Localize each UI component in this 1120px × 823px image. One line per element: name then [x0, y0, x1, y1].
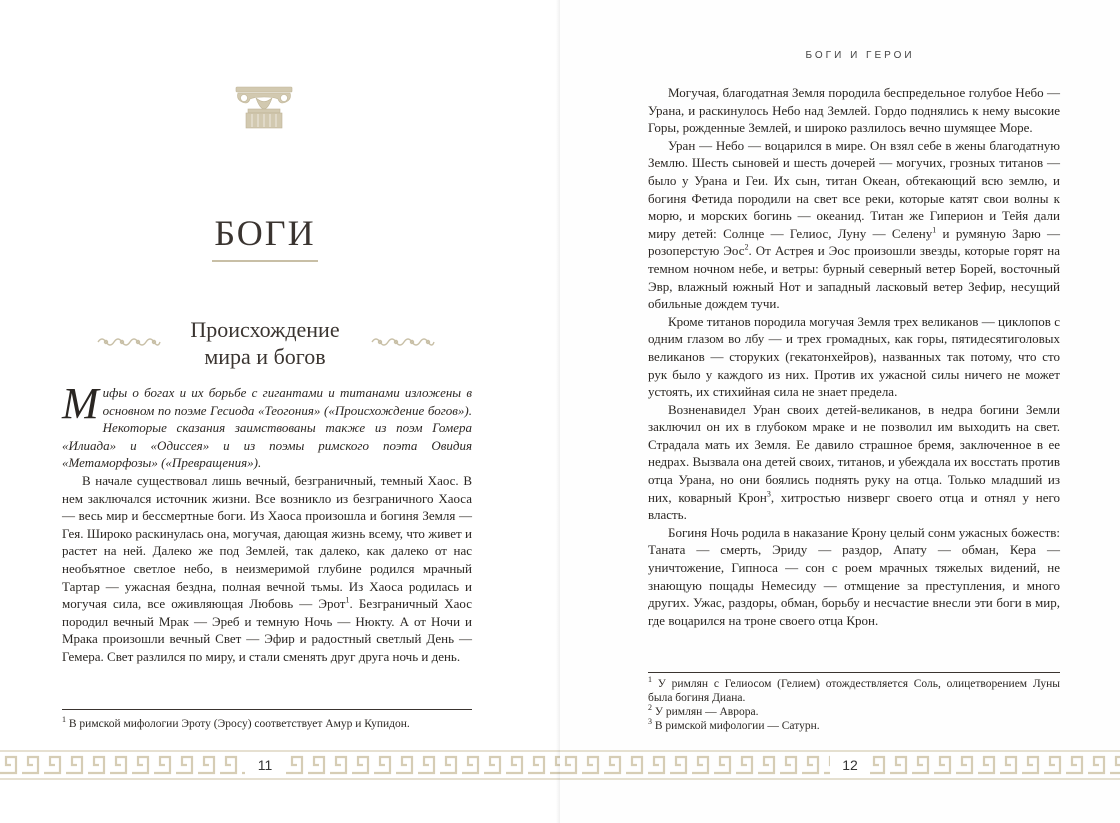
left-body-text [62, 379, 472, 666]
body-paragraph: Кроме титанов породила могучая Земля трех великанов — циклопов с одним глазом во лбу — и трех громадных, как горы, пятидесятиголовых великанов — сторуких (гекатонхейров), названных так потому, что сто рук было у каждого из них. Против их ужасной силы ничего не может устоять, их стихийная сила не знает предела. [648, 313, 1060, 400]
footnote-ref: 3 [766, 489, 771, 499]
footnote: $^1$ У римлян с Гелиосом (Гелием) отождествляется Соль, олицетворением Луны была богиня Диана. [648, 675, 1060, 704]
footnote: $^3$ В римской мифологии — Сатурн. [648, 717, 820, 732]
drop-cap: М [62, 379, 99, 428]
right-page [560, 0, 1120, 823]
footnote-divider [62, 709, 472, 710]
page-number: 11 [245, 752, 285, 778]
footnote-ref: 1 [345, 595, 350, 605]
body-paragraph: В начале существовал лишь вечный, безграничный, темный Хаос. В нем заключался источник жизни. Все возникло из безграничного Хаоса — весь мир и бессмертные боги. Из Хаоса произошла и богиня Земля — Гея. Широко раскинулась она, могучая, дающая жизнь всему, что живет и растет на ней. Далеко же под Землей, так далеко, как далеко от нас необъятное светлое небо, в неизмеримой глубине родился мрачный Тартар — ужасная бездна, полная вечной тьмы. Из Хаоса родилась и могучая сила, все оживляющая Любовь — Эрот$^1$. Безграничный Хаос породил вечный Мрак — Эреб и темную Ночь — Нюкту. А от Ночи и Мрака произошли вечный Свет — Эфир и радостный светлый День — Гемера. Свет разлился по миру, и стали сменять друг друга ночь и день. [62, 472, 472, 664]
page-number: 12 [830, 752, 870, 778]
body-paragraph: Могучая, благодатная Земля породила беспредельное голубое Небо — Урана, и раскинулось Небо над Землей. Гордо поднялись к нему высокие Горы, рожденные Землей, и широко разлилось вечно шумящее Море. [648, 85, 1060, 136]
title-underline [212, 260, 318, 262]
body-paragraph: Уран — Небо — воцарился в мире. Он взял себе в жены благодатную Землю. Шесть сыновей и шесть дочерей — могучих, грозных титанов — было у Урана и Геи. Их сын, титан Океан, обтекающий всю землю, и богиня Фетида породили на свет все реки, которые катят свои волны к морю, и морских богинь — океанид. Титан же Гиперион и Тейя дали миру детей: Солнце — Гелиос, Луну — Селену$^1$ и румяную Зарю — розоперстую Эос$^2$. От Астрея и Эос произошли звезды, которые горят на темном ночном небе, и ветры: бурный северный ветер Борей, восточный Эвр, влажный южный Нот и западный ласковый ветер Зефир, несущий обильные дождем тучи. [648, 137, 1061, 312]
footnote-divider [648, 672, 1060, 673]
footnote-ref: 2 [744, 243, 749, 253]
footnote-ref: 1 [932, 225, 937, 235]
section-title [0, 316, 530, 370]
footnote: $^2$ У римлян — Аврора. [648, 703, 759, 718]
footnotes [648, 677, 1060, 733]
section-title-line1: Происхождение [190, 317, 340, 342]
footnote: $^1$ В римской мифологии Эроту (Эросу) соответствует Амур и Купидон. [62, 715, 410, 730]
running-header: БОГИ И ГЕРОИ [805, 50, 915, 61]
ornament-right-icon [370, 335, 436, 349]
ionic-capital-ornament-icon [234, 85, 294, 130]
intro-paragraph: Мифы о богах и их борьбе с гигантами и титанами изложены в основном по поэме Гесиода «Теогония» («Происхождение богов»). Некоторые сказания заимствованы также из поэм Гомера «Илиада» и «Одиссея» и из поэмы римского поэта Овидия «Метаморфозы» («Превращения»). [62, 379, 472, 471]
body-paragraph: Возненавидел Уран своих детей-великанов, в недра богини Земли заключил он их в глубоком мраке и не позволил им выходить на свет. Страдала мать их Земля. Ее давило страшное бремя, заключенное в ее недрах. Вызвала она детей своих, титанов, и убеждала их восстать против отца Урана, но они боялись поднять руку на отца. Только младший из них, коварный Крон$^3$, хитростью низверг своего отца и отнял у него власть. [648, 401, 1060, 523]
section-title-line2: мира и богов [204, 344, 326, 369]
chapter-title: БОГИ [214, 213, 316, 253]
body-paragraph: Богиня Ночь родила в наказание Крону целый сонм ужасных божеств: Таната — смерть, Эриду — раздор, Апату — обман, Кера — уничтожение, Гипноса — сон с роем мрачных тяжелых видений, не знающую пощады Немесиду — отмщение за преступления, и много других. Ужас, раздоры, обман, борьбу и несчастие внесли эти боги в мир, где воцарился на троне своего отца Крон. [648, 524, 1060, 628]
right-body-text [648, 84, 1060, 629]
